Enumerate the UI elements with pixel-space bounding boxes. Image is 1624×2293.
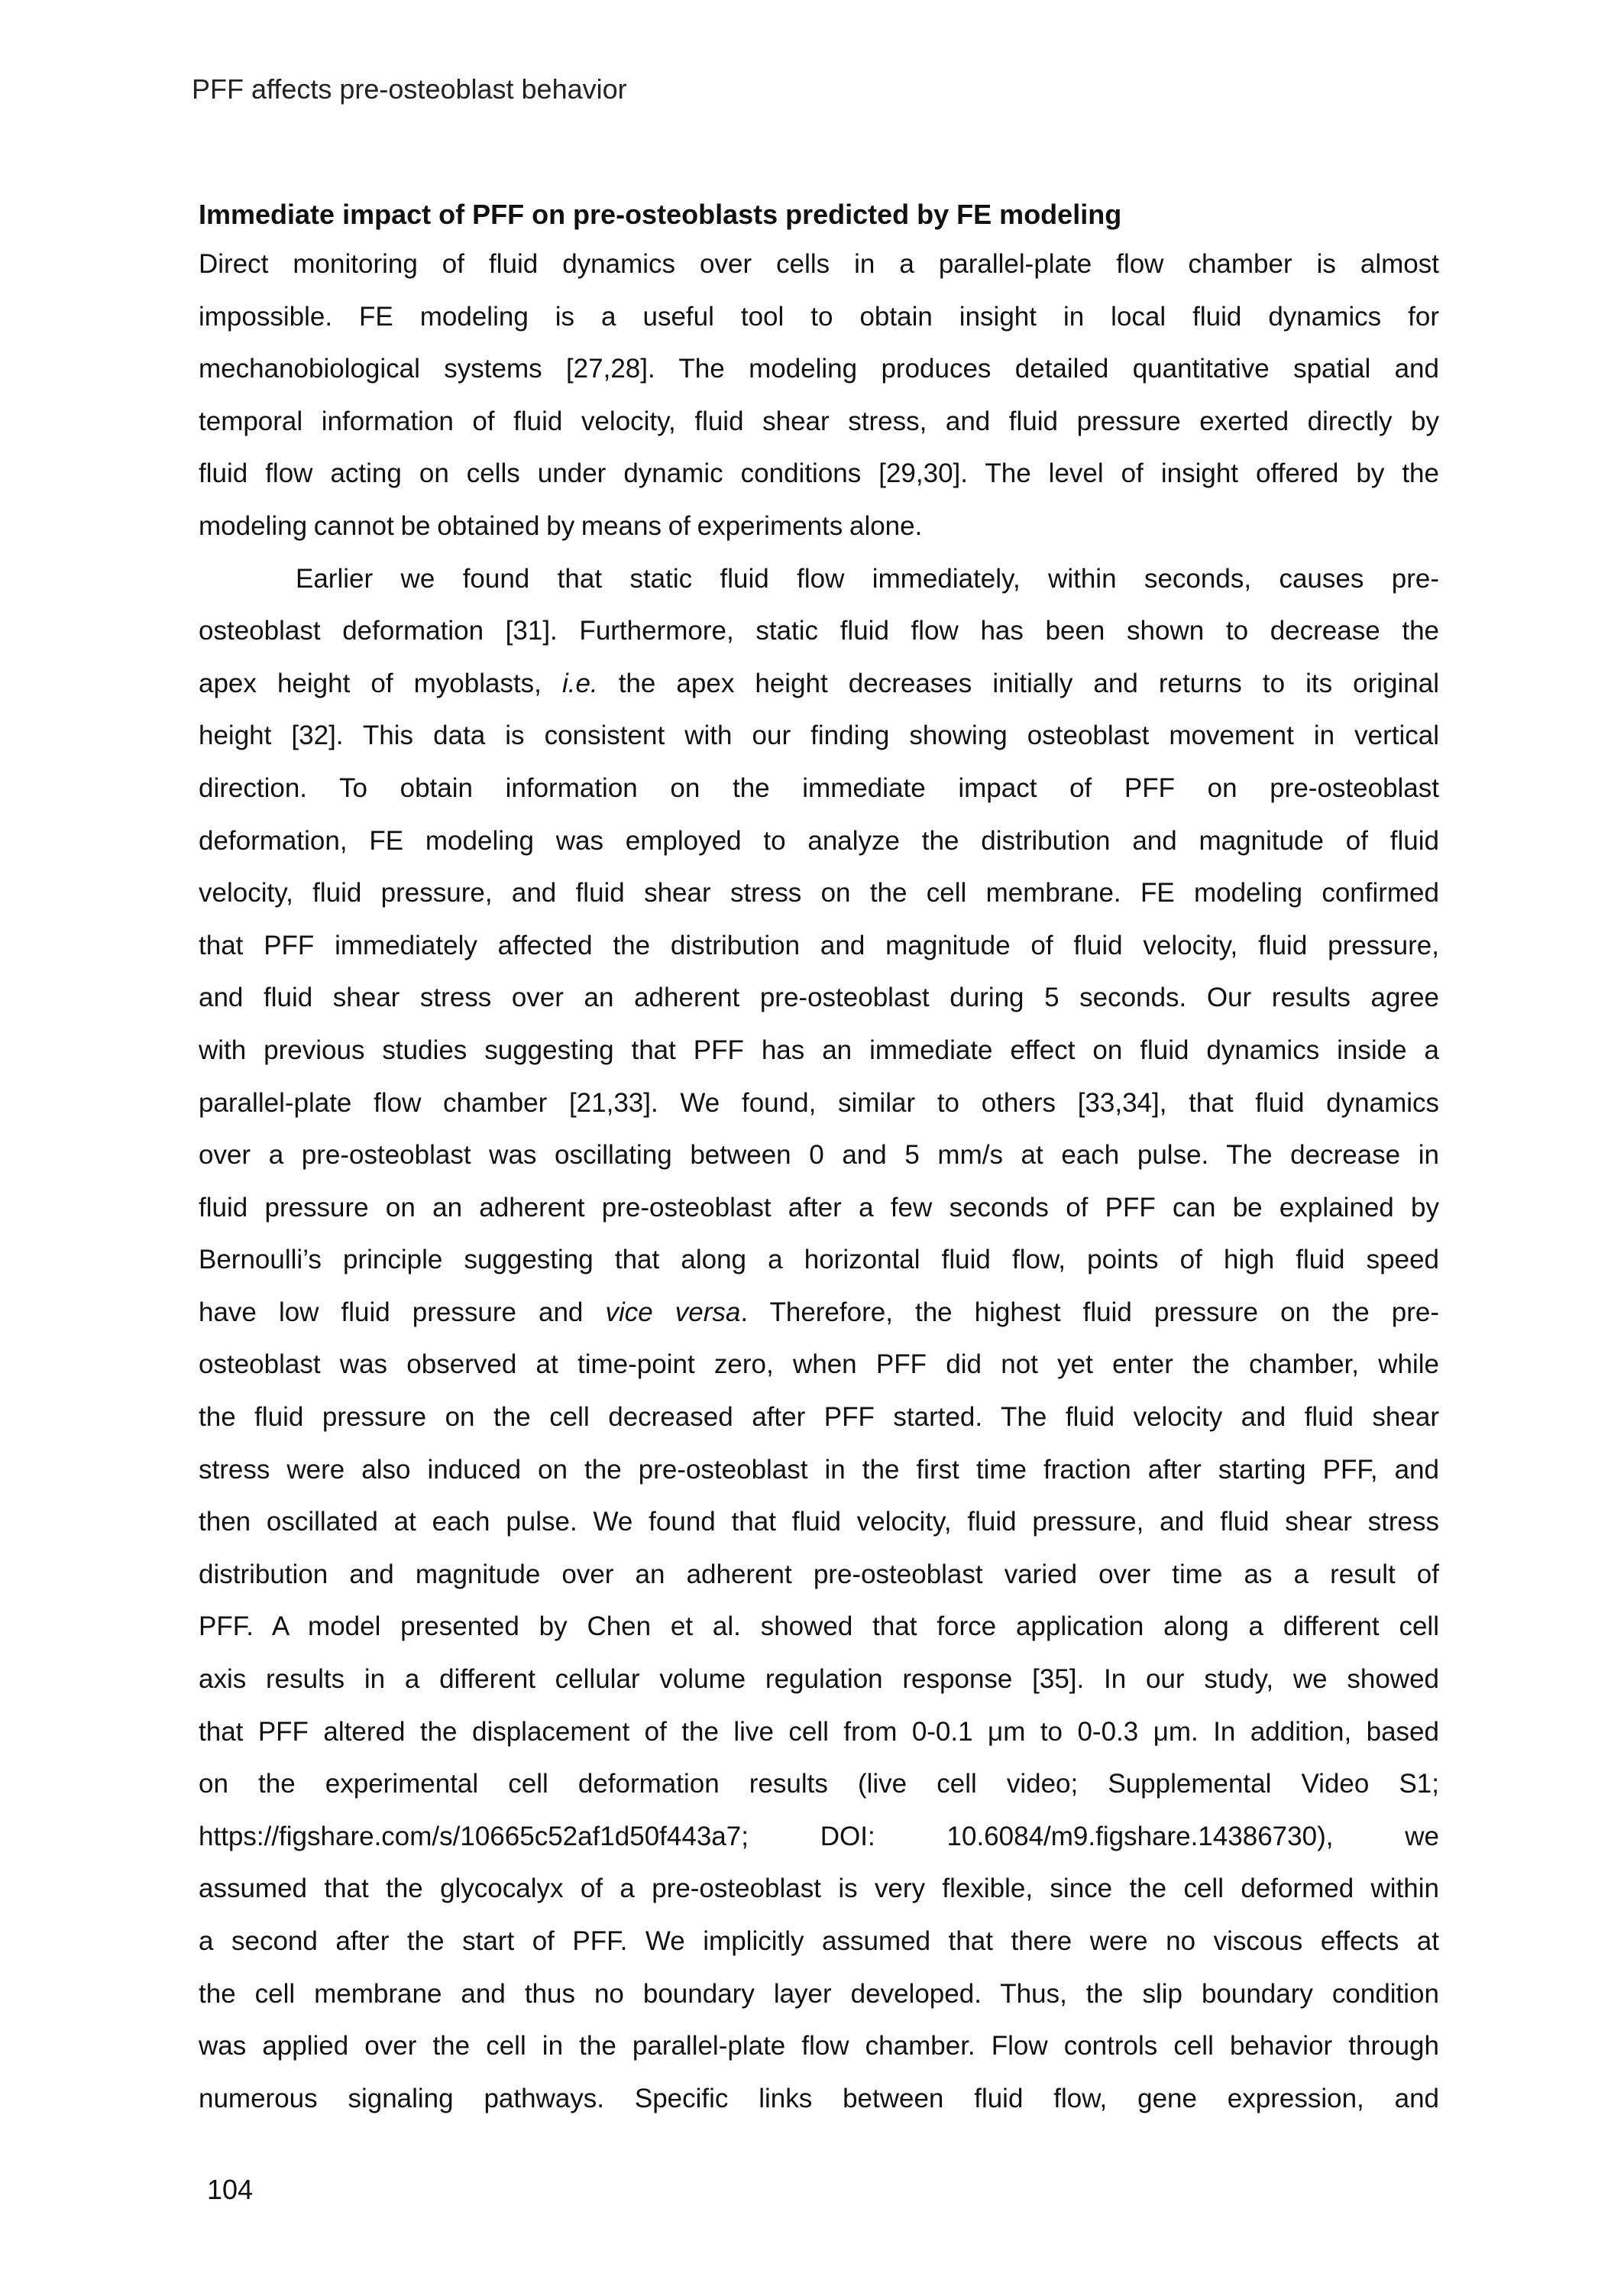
text-line (199, 1025, 1439, 1077)
text-segment: . Therefore, the highest fluid pressure on the pre- (740, 1297, 1439, 1327)
text-segment: Direct monitoring of fluid dynamics over cells in a parallel-plate flow chamber is almost (199, 249, 1439, 279)
text-line (199, 1968, 1439, 2021)
text-line (199, 1077, 1439, 1130)
text-line (199, 1339, 1439, 1391)
text-line (199, 920, 1439, 973)
text-line (199, 1444, 1439, 1497)
text-segment: was applied over the cell in the parallel-plate flow chamber. Flow controls cell behavior through (199, 2031, 1439, 2061)
text-segment: Earlier we found that static fluid flow immediately, within seconds, causes pre- (296, 563, 1439, 594)
text-segment: the cell membrane and thus no boundary layer developed. Thus, the slip boundary condition (199, 1978, 1439, 2009)
text-line (199, 867, 1439, 920)
text-line (199, 605, 1439, 658)
text-line (199, 448, 1439, 500)
text-segment: on the experimental cell deformation results (live cell video; Supplemental Video S1; (199, 1769, 1439, 1799)
text-segment: modeling cannot be obtained by means of experiments alone. (199, 510, 923, 541)
text-segment: the fluid pressure on the cell decreased after PFF started. The fluid velocity and fluid shear (199, 1402, 1439, 1433)
text-segment: https://figshare.com/s/10665c52af1d50f443a7; DOI: 10.6084/m9.figshare.14386730), we (199, 1821, 1439, 1851)
text-line (199, 238, 1439, 291)
text-segment: distribution and magnitude over an adherent pre-osteoblast varied over time as a result of (199, 1559, 1439, 1589)
text-line (199, 972, 1439, 1025)
text-line (199, 1391, 1439, 1444)
text-line (199, 710, 1439, 763)
text-line (199, 1182, 1439, 1235)
text-segment: osteoblast deformation [31]. Furthermore, static fluid flow has been shown to decrease the (199, 616, 1439, 646)
text-line (199, 291, 1439, 344)
text-segment: parallel-plate flow chamber [21,33]. We found, similar to others [33,34], that fluid dynamics (199, 1087, 1439, 1118)
italic-text: i.e. (561, 668, 598, 698)
text-segment: direction. To obtain information on the immediate impact of PFF on pre-osteoblast (199, 772, 1439, 803)
text-line (199, 1811, 1439, 1864)
text-segment: that PFF altered the displacement of the live cell from 0-0.1 μm to 0-0.3 μm. In addition, based (199, 1716, 1439, 1747)
text-line (199, 1601, 1439, 1653)
page-number: 104 (207, 2174, 254, 2205)
text-segment: deformation, FE modeling was employed to analyze the distribution and magnitude of fluid (199, 825, 1439, 856)
text-segment: a second after the start of PFF. We implicitly assumed that there were no viscous effects at (199, 1926, 1439, 1956)
text-line (199, 1234, 1439, 1287)
text-line (199, 1706, 1439, 1759)
text-line (199, 2020, 1439, 2073)
text-segment: numerous signaling pathways. Specific links between fluid flow, gene expression, and (199, 2083, 1439, 2113)
text-line (199, 1653, 1439, 1706)
text-segment: fluid flow acting on cells under dynamic conditions [29,30]. The level of insight offered by the (199, 458, 1439, 489)
running-head: PFF affects pre-osteoblast behavior (192, 73, 627, 105)
text-segment: impossible. FE modeling is a useful tool to obtain insight in local fluid dynamics for (199, 301, 1439, 332)
text-line (199, 2073, 1439, 2126)
text-segment: apex height of myoblasts, (199, 668, 562, 698)
text-line (199, 1549, 1439, 1602)
text-segment: then oscillated at each pulse. We found that fluid velocity, fluid pressure, and fluid shear stress (199, 1507, 1439, 1537)
text-line (199, 763, 1439, 815)
text-line (199, 815, 1439, 868)
text-segment: and fluid shear stress over an adherent pre-osteoblast during 5 seconds. Our results agree (199, 983, 1439, 1013)
text-line (199, 1863, 1439, 1916)
text-segment: with previous studies suggesting that PFF has an immediate effect on fluid dynamics inside a (199, 1035, 1439, 1065)
text-segment: height [32]. This data is consistent with our finding showing osteoblast movement in vertical (199, 721, 1439, 751)
text-segment: have low fluid pressure and (199, 1297, 606, 1327)
text-segment: osteoblast was observed at time-point zero, when PFF did not yet enter the chamber, while (199, 1349, 1439, 1380)
text-segment: Bernoulli’s principle suggesting that along a horizontal fluid flow, points of high fluid speed (199, 1245, 1439, 1275)
text-line (199, 553, 1439, 606)
text-segment: PFF. A model presented by Chen et al. showed that force application along a different cell (199, 1611, 1439, 1642)
text-segment: temporal information of fluid velocity, fluid shear stress, and fluid pressure exerted directly by (199, 406, 1439, 436)
text-segment: axis results in a different cellular volume regulation response [35]. In our study, we showed (199, 1664, 1439, 1695)
text-line (199, 658, 1439, 711)
text-line (199, 500, 1439, 553)
text-segment: assumed that the glycocalyx of a pre-osteoblast is very flexible, since the cell deformed within (199, 1874, 1439, 1904)
text-line (199, 1496, 1439, 1549)
text-line (199, 1758, 1439, 1811)
text-segment: mechanobiological systems [27,28]. The modeling produces detailed quantitative spatial and (199, 354, 1439, 384)
section-heading: Immediate impact of PFF on pre-osteoblasts predicted by FE modeling (199, 199, 1122, 230)
body-text (199, 238, 1439, 2125)
text-line (199, 1287, 1439, 1339)
text-segment: over a pre-osteoblast was oscillating between 0 and 5 mm/s at each pulse. The decrease in (199, 1140, 1439, 1171)
text-segment: fluid pressure on an adherent pre-osteoblast after a few seconds of PFF can be explained by (199, 1192, 1439, 1223)
text-segment: the apex height decreases initially and returns to its original (597, 668, 1440, 698)
text-line (199, 396, 1439, 449)
text-line (199, 343, 1439, 396)
text-line (199, 1916, 1439, 1968)
text-segment: stress were also induced on the pre-osteoblast in the first time fraction after starting PFF, and (199, 1454, 1439, 1485)
italic-text: vice versa (605, 1297, 741, 1327)
text-line (199, 1129, 1439, 1182)
text-segment: that PFF immediately affected the distribution and magnitude of fluid velocity, fluid pressure, (199, 930, 1439, 960)
text-segment: velocity, fluid pressure, and fluid shear stress on the cell membrane. FE modeling confirmed (199, 878, 1439, 908)
